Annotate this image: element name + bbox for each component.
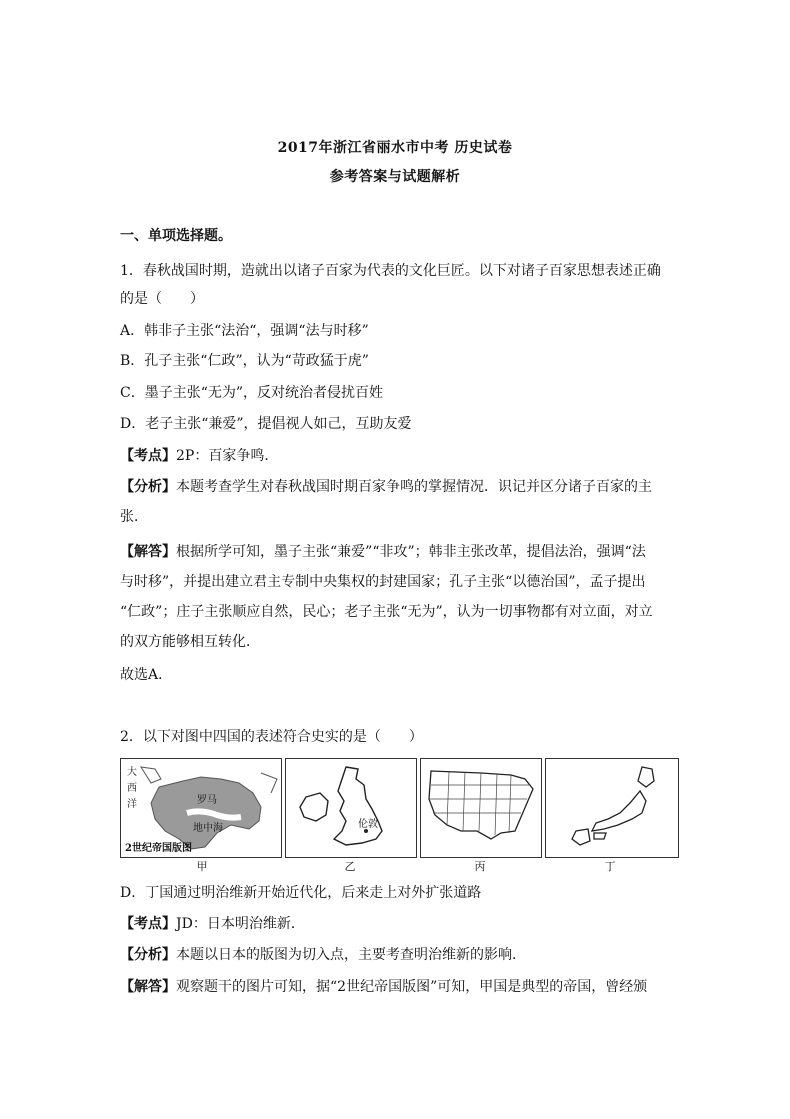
japan-map-drawing (546, 759, 678, 857)
q2-jieda (120, 978, 680, 996)
q1-jieda-line1 (120, 543, 680, 561)
honshu-island-shape (592, 791, 646, 831)
q1-fenxi-line2: 张． (120, 509, 148, 525)
map-jia-label-da: 大 (127, 767, 137, 778)
map-jia-roman-empire (120, 758, 282, 858)
map-ding-japan (545, 758, 679, 858)
q1-fenxi-text1: 本题考查学生对春秋战国时期百家争鸣的掌握情况．识记并区分诸子百家的主 (176, 479, 652, 495)
q1-jieda-text1: 根据所学可知，墨子主张“兼爱”“非攻”；韩非主张改革，提倡法治，强调“法 (176, 544, 646, 560)
exam-subtitle: 参考答案与试题解析 (329, 169, 461, 185)
q2-jieda-text: 观察题干的图片可知，据“2世纪帝国版图”可知，甲国是典型的帝国，曾经颁 (176, 979, 648, 995)
q1-stem-line1: 1．春秋战国时期，造就出以诸子百家为代表的文化巨匠。以下对诸子百家思想表述正确 (120, 263, 661, 279)
q1-option-b: B．孔子主张“仁政”，认为“苛政猛于虎” (120, 353, 369, 369)
britain-map-drawing (286, 759, 416, 857)
q2-fenxi (120, 946, 680, 964)
q2-kaodian-tag: 【考点】 (120, 916, 176, 932)
q2-kaodian (120, 915, 680, 933)
q2-stem: 2．以下对图中四国的表述符合史实的是（ ） (120, 729, 423, 745)
usa-map-drawing (421, 759, 541, 857)
map-ding-caption: 丁 (604, 860, 616, 873)
exam-title: 2017年浙江省丽水市中考 历史试卷 (277, 140, 513, 156)
map-jia-label-rome: 罗马 (197, 795, 217, 806)
q1-kaodian (120, 447, 680, 465)
q1-jieda-line3: “仁政”；庄子主张顺应自然，民心；老子主张“无为”，认为一切事物都有对立面，对立 (120, 604, 653, 620)
q1-kaodian-tag: 【考点】 (120, 448, 176, 464)
map-jia-label-mediterranean: 地中海 (193, 823, 223, 834)
shikoku-island-shape (594, 833, 606, 839)
q1-fenxi-line1 (120, 478, 680, 496)
q1-fenxi-tag: 【分析】 (120, 479, 176, 495)
kyushu-island-shape (572, 829, 590, 845)
q2-jieda-tag: 【解答】 (120, 979, 176, 995)
q1-answer: 故选A． (120, 667, 173, 683)
q2-fenxi-text: 本题以日本的版图为切入点，主要考查明治维新的影响． (176, 947, 526, 963)
map-yi-caption: 乙 (344, 860, 356, 873)
map-jia-caption: 甲 (196, 860, 208, 873)
map-jia-label-caption: 2世纪帝国版图 (125, 843, 192, 854)
q1-jieda-tag: 【解答】 (120, 544, 176, 560)
map-jia-label-xi: 西 (127, 783, 137, 794)
q1-option-c: C．墨子主张“无为”，反对统治者侵扰百姓 (120, 385, 384, 401)
section-heading: 一、单项选择题。 (120, 228, 232, 244)
britain-outline-shape (141, 767, 161, 783)
q1-option-d: D．老子主张“兼爱”，提倡视人如己，互助友爱 (120, 416, 412, 432)
coast-outline-shape (261, 773, 277, 793)
map-bing-usa (420, 758, 542, 858)
q2-kaodian-text: JD：日本明治维新． (176, 916, 305, 932)
q2-fenxi-tag: 【分析】 (120, 947, 176, 963)
map-yi-label-london: 伦敦 (358, 819, 378, 830)
hokkaido-island-shape (638, 767, 654, 787)
q1-option-a: A．韩非子主张“法治“，强调“法与时移” (120, 323, 369, 339)
great-britain-island-shape (334, 767, 382, 845)
ireland-island-shape (300, 793, 328, 821)
q1-jieda-line4: 的双方能够相互转化． (120, 634, 260, 650)
q1-kaodian-text: 2P：百家争鸣． (176, 448, 279, 464)
map-bing-caption: 丙 (474, 860, 486, 873)
q2-map-figure (120, 758, 680, 874)
map-yi-britain (285, 758, 417, 858)
q1-jieda-line2: 与时移”，并提出建立君主专制中央集权的封建国家；孔子主张“以德治国”，孟子提出 (120, 574, 646, 590)
q2-option-d: D．丁国通过明治维新开始近代化，后来走上对外扩张道路 (120, 885, 482, 901)
q1-stem-line2: 的是（ ） (120, 291, 204, 307)
map-jia-label-yang: 洋 (127, 799, 137, 810)
